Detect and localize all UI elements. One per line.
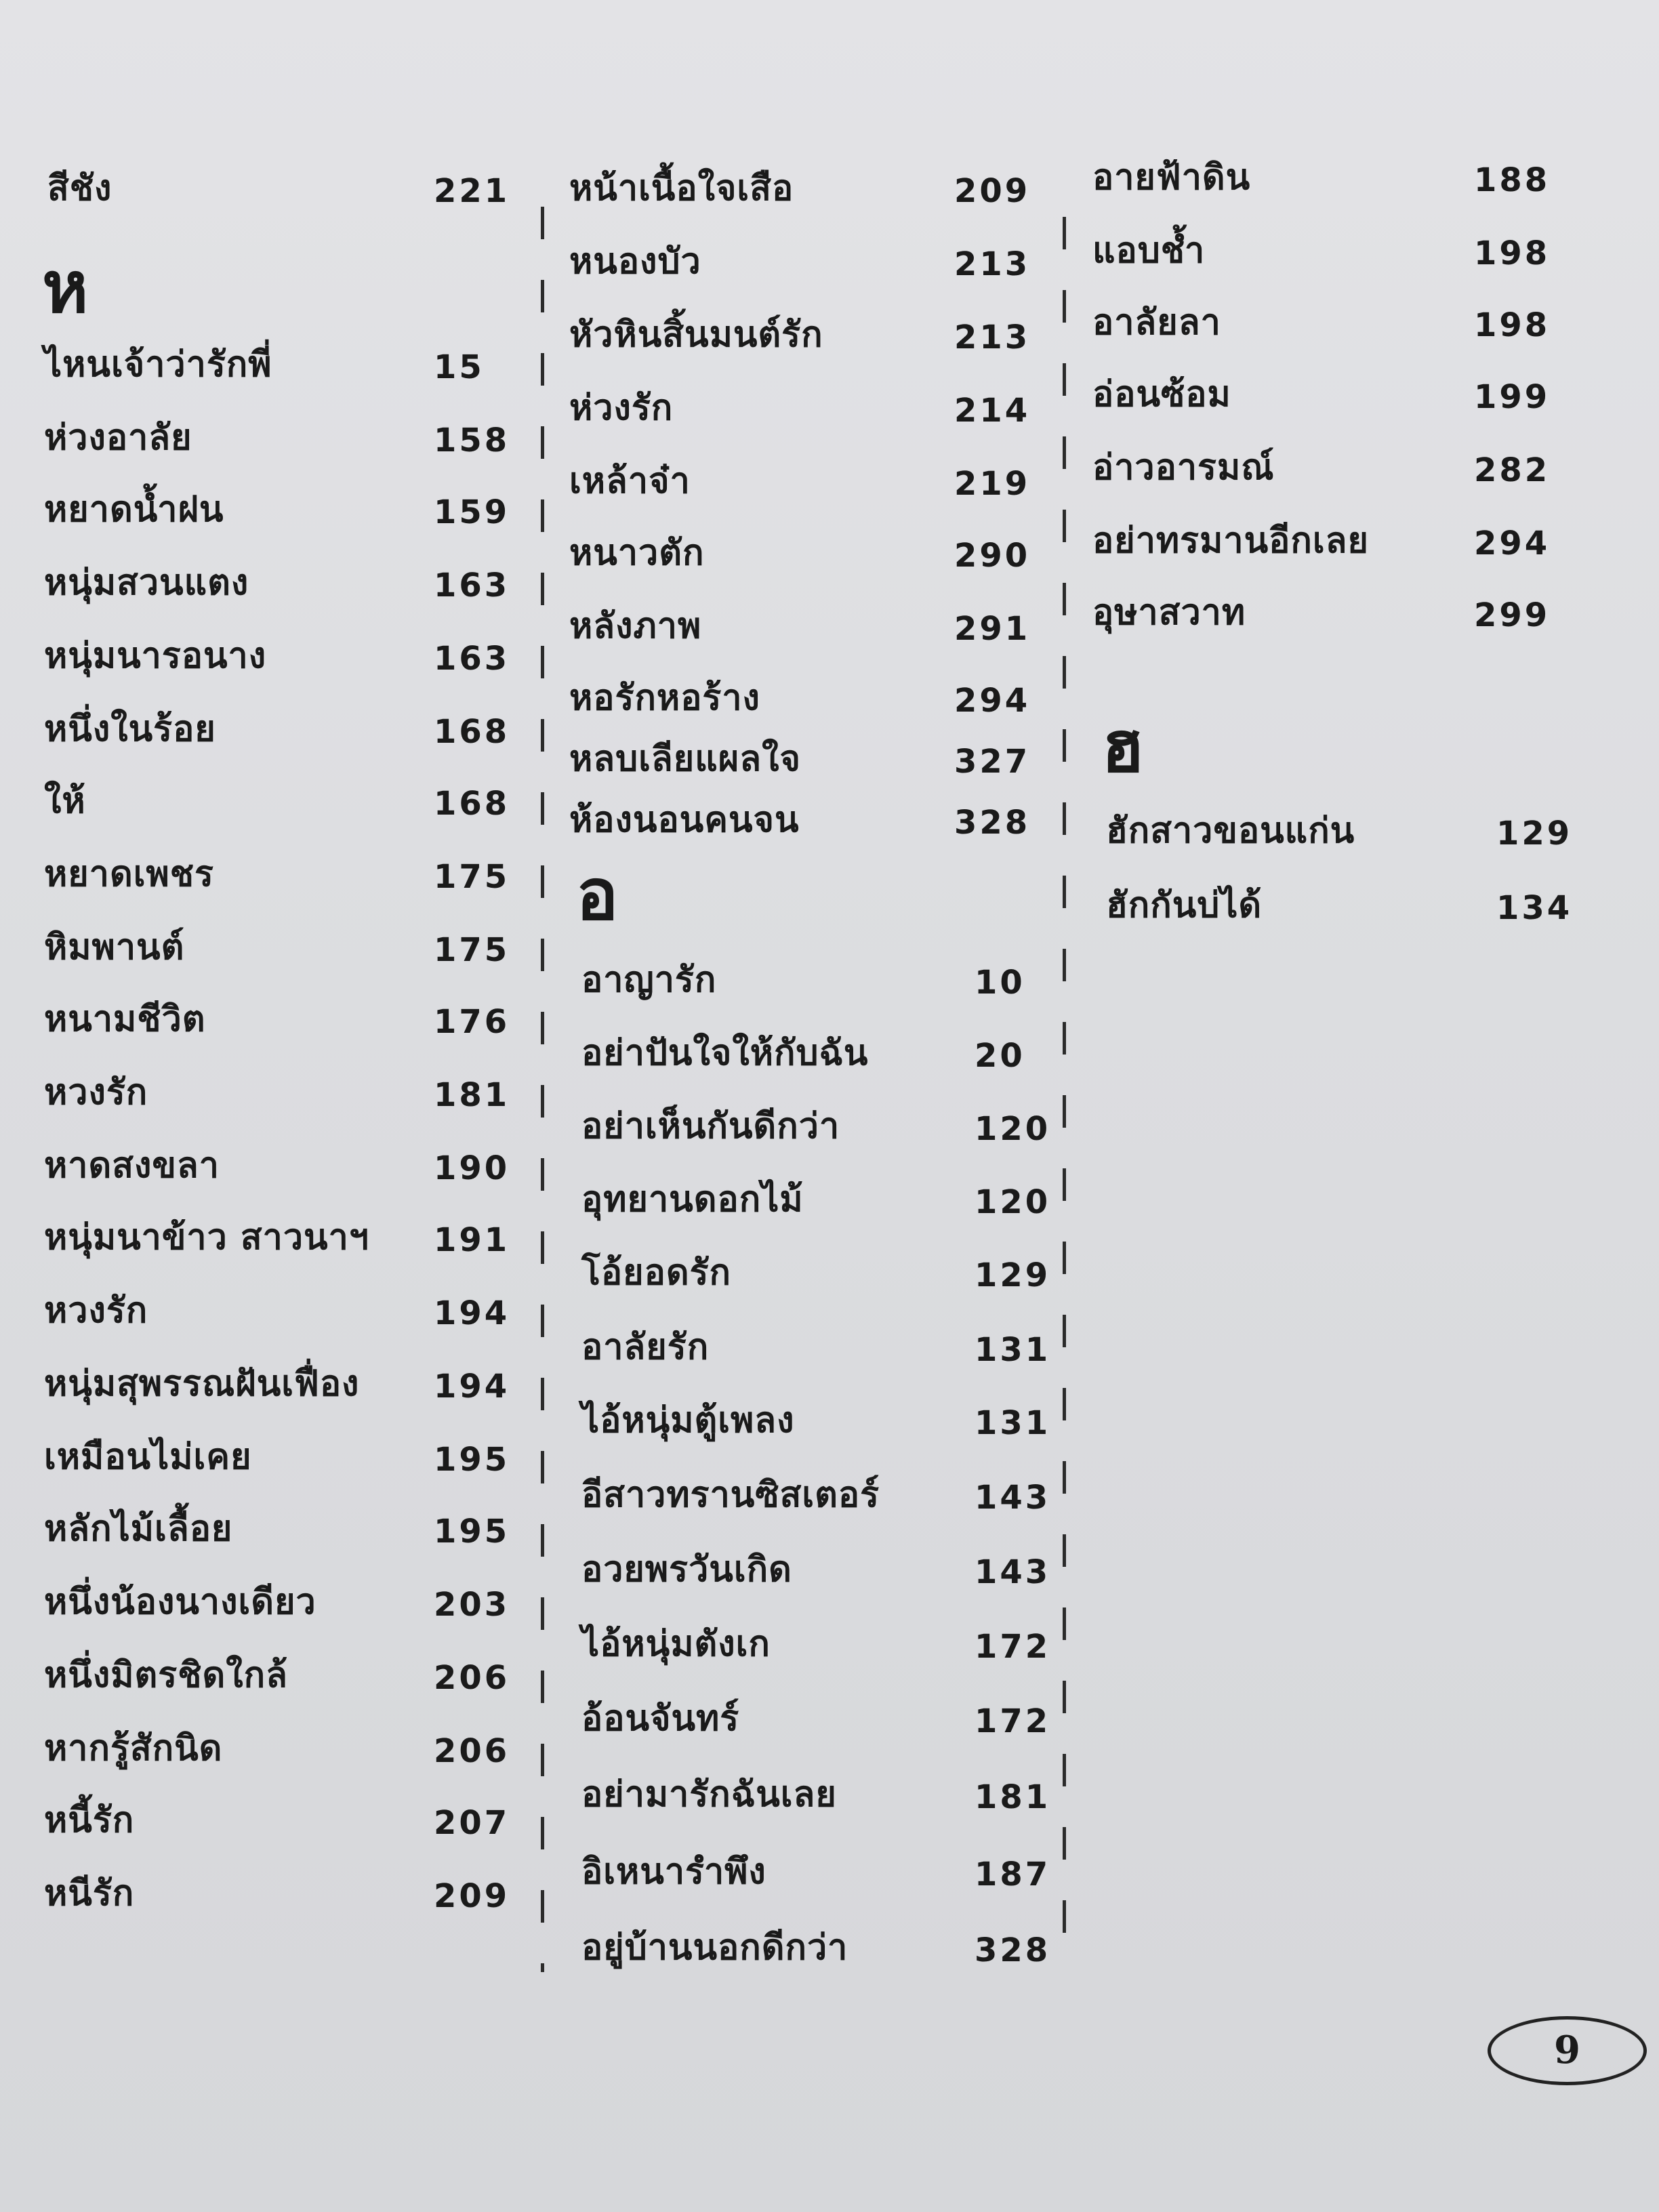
entry-title: หนึ่งมิตรชิดใกล้ — [44, 1655, 288, 1696]
separator-dash — [1063, 1754, 1066, 1786]
entry-title: ห่วงรัก — [569, 388, 674, 428]
index-entry — [44, 1800, 135, 1841]
entry-page-number: 194 — [434, 1294, 510, 1332]
entry-title: เหล้าจ๋า — [569, 461, 691, 501]
entry-title: หนามชีวิต — [44, 999, 206, 1040]
entry-title: ไอ้หนุ่มตู้เพลง — [581, 1400, 795, 1441]
entry-title: หน้าเนื้อใจเสือ — [569, 168, 794, 209]
separator-dash — [541, 1890, 544, 1923]
entry-page-number: 10 — [975, 964, 1025, 1002]
entry-page-number: 175 — [434, 931, 510, 969]
index-entry — [44, 638, 266, 674]
entry-page-number: 213 — [954, 245, 1031, 283]
entry-page-number: 181 — [434, 1076, 510, 1114]
entry-title: โอ้ยอดรัก — [581, 1252, 732, 1293]
entry-title: หลังภาพ — [569, 606, 702, 647]
separator-dash — [541, 1305, 544, 1337]
index-entry — [581, 1626, 771, 1662]
separator-dash — [1063, 876, 1066, 908]
entry-page-number: 131 — [975, 1404, 1051, 1442]
entry-title: หัวหินสิ้นมนต์รัก — [569, 314, 823, 355]
entry-page-number: 175 — [434, 858, 510, 896]
index-entry — [581, 1549, 792, 1590]
index-entry — [44, 1145, 220, 1186]
separator-dash — [1063, 1095, 1066, 1128]
index-entry — [581, 962, 716, 998]
separator-dash — [541, 499, 544, 532]
entry-page-number: 131 — [975, 1331, 1051, 1369]
entry-title: หนึ่งน้องนางเดียว — [44, 1582, 316, 1622]
index-entry — [581, 1106, 840, 1147]
entry-page-number: 134 — [1496, 889, 1573, 927]
entry-page-number: 203 — [434, 1586, 510, 1624]
entry-page-number: 158 — [434, 422, 510, 459]
index-entry — [1106, 885, 1263, 926]
separator-dash — [1063, 363, 1066, 396]
separator-dash — [1063, 1242, 1066, 1274]
index-entry — [1092, 520, 1369, 561]
separator-dash — [541, 1012, 544, 1044]
index-entry — [1092, 157, 1251, 198]
index-entry: สีชัง — [47, 168, 112, 209]
entry-title: อย่าเห็นกันดีกว่า — [581, 1106, 840, 1147]
index-entry — [581, 1252, 732, 1293]
entry-page-number: 299 — [1474, 596, 1551, 634]
entry-title: หนุ่มสุพรรณฝันเฟื่อง — [44, 1364, 360, 1404]
entry-title: เหมือนไม่เคย — [44, 1437, 252, 1477]
separator-dash — [1063, 1388, 1066, 1420]
separator-dash — [1063, 510, 1066, 542]
entry-page-number: 168 — [434, 785, 510, 823]
entry-title: ไหนเจ้าว่ารักพี่ — [44, 344, 272, 385]
entry-title: หนองบัว — [569, 241, 701, 282]
index-entry — [44, 489, 224, 530]
index-entry — [44, 709, 216, 750]
separator-dash — [1063, 1315, 1066, 1347]
entry-title: อายฟ้าดิน — [1092, 157, 1251, 198]
separator-dash — [541, 1378, 544, 1410]
index-entry — [1092, 592, 1246, 633]
separator-dash — [541, 426, 544, 459]
separator-dash — [1063, 217, 1066, 249]
separator-dash — [1063, 1827, 1066, 1860]
entry-page-number: 172 — [975, 1702, 1051, 1740]
entry-page-number: 206 — [434, 1732, 510, 1770]
entry-page-number: 129 — [975, 1256, 1051, 1294]
separator-dash — [541, 719, 544, 752]
separator-dash — [541, 1451, 544, 1483]
index-entry — [569, 314, 823, 355]
entry-page-number: 207 — [434, 1804, 510, 1842]
entry-title: อุทยานดอกไม้ — [581, 1179, 804, 1220]
entry-page-number: 209 — [434, 1877, 510, 1915]
entry-title: ให้ — [44, 781, 86, 821]
index-entry — [44, 344, 272, 385]
entry-page-number: 20 — [975, 1037, 1025, 1075]
index-entry — [44, 1728, 223, 1769]
entry-title: อาญารัก — [581, 960, 717, 1000]
separator-dash — [1063, 949, 1066, 981]
entry-title: หนึ่งในร้อย — [44, 709, 216, 750]
entry-page-number: 163 — [434, 567, 510, 605]
index-entry — [581, 1400, 795, 1441]
index-entry — [569, 606, 702, 647]
index-entry — [44, 1290, 148, 1331]
section-letter: ห — [42, 245, 89, 329]
index-entry — [44, 783, 86, 819]
separator-dash — [541, 280, 544, 312]
index-entry — [581, 1851, 766, 1892]
separator-dash — [541, 353, 544, 386]
entry-title: อุษาสวาท — [1092, 592, 1246, 633]
separator-dash — [541, 1597, 544, 1630]
index-entry — [44, 1584, 316, 1620]
entry-title: หิมพานต์ — [44, 927, 185, 968]
entry-title: หากรู้สักนิด — [44, 1728, 223, 1769]
entry-page-number: 163 — [434, 640, 510, 678]
entry-page-number: 198 — [1474, 234, 1551, 272]
separator-dash — [541, 573, 544, 605]
index-entry — [1092, 374, 1231, 415]
separator-dash — [541, 1671, 544, 1703]
entry-title: อ้อนจันทร์ — [581, 1698, 740, 1739]
separator-dash — [1063, 1461, 1066, 1494]
index-entry — [581, 1327, 710, 1368]
entry-page-number: 172 — [975, 1628, 1051, 1666]
index-entry — [44, 1364, 360, 1404]
separator-dash — [1063, 1681, 1066, 1713]
index-entry — [581, 1774, 837, 1815]
index-entry — [581, 1927, 848, 1968]
separator-dash — [541, 1744, 544, 1776]
separator-dash — [1063, 290, 1066, 323]
index-entry — [44, 1511, 232, 1547]
entry-page-number: 195 — [434, 1513, 510, 1551]
entry-title: ห้องนอนคนจน — [569, 800, 800, 840]
index-entry — [44, 417, 192, 458]
entry-title: อย่าปันใจให้กับฉัน — [581, 1033, 869, 1073]
entry-page-number: 159 — [434, 493, 510, 531]
entry-page-number: 143 — [975, 1479, 1051, 1517]
index-entry — [44, 927, 185, 968]
separator-dash — [541, 207, 544, 239]
index-entry — [581, 1033, 869, 1073]
entry-title: หยาดเพชร — [44, 854, 214, 895]
entry-page-number: 129 — [1496, 815, 1573, 853]
entry-page-number: 181 — [975, 1778, 1051, 1816]
separator-dash — [541, 1524, 544, 1557]
index-entry — [581, 1179, 804, 1220]
entry-title: ไอ้หนุ่มตังเก — [581, 1624, 771, 1664]
separator-dash — [1063, 1900, 1066, 1933]
index-entry — [569, 461, 691, 501]
entry-page-number: 282 — [1474, 451, 1551, 489]
entry-page-number: 190 — [434, 1149, 510, 1187]
separator-dash — [1063, 1534, 1066, 1567]
index-entry — [44, 1439, 252, 1475]
index-entry — [569, 390, 673, 426]
index-entry — [44, 1072, 148, 1113]
index-entry — [44, 1655, 288, 1696]
page-number: 9 — [1554, 2028, 1580, 2072]
entry-page-number: 187 — [975, 1856, 1051, 1893]
entry-page-number: 214 — [954, 392, 1031, 430]
entry-title: ฮักสาวขอนแก่น — [1106, 811, 1355, 851]
entry-page-number: 188 — [1474, 161, 1551, 199]
entry-title: แอบช้ำ — [1092, 230, 1206, 271]
index-entry — [569, 802, 800, 838]
entry-page-number: 294 — [954, 682, 1031, 720]
entry-title: อ่อนซ้อม — [1092, 374, 1231, 415]
entry-page-number: 206 — [434, 1659, 510, 1697]
separator-dash — [1063, 1022, 1066, 1054]
entry-page-number: 195 — [434, 1441, 510, 1479]
entry-title: อวยพรวันเกิด — [581, 1549, 792, 1590]
entry-page-number: 327 — [954, 743, 1031, 781]
entry-title: อิเหนารำพึง — [581, 1851, 766, 1892]
entry-title: หวงรัก — [44, 1072, 148, 1113]
entry-page-number: 168 — [434, 713, 510, 751]
entry-page-number: 291 — [954, 610, 1031, 648]
index-entry — [1092, 230, 1206, 271]
entry-title: หนุ่มนารอนาง — [44, 636, 267, 676]
index-entry — [569, 241, 701, 282]
entry-title: อาลัยรัก — [581, 1327, 710, 1368]
entry-page-number: 120 — [975, 1110, 1051, 1148]
separator-dash — [541, 1817, 544, 1849]
index-entry — [581, 1477, 880, 1513]
entry-title: อย่ามารักฉันเลย — [581, 1774, 837, 1815]
entry-page-number: 213 — [954, 319, 1031, 356]
entry-title: อยู่บ้านนอกดีกว่า — [581, 1927, 848, 1968]
entry-title: หลบเลียแผลใจ — [569, 739, 801, 779]
entry-page-number: 294 — [1474, 525, 1551, 562]
section-letter: ฮ — [1101, 705, 1145, 788]
entry-page-number: 176 — [434, 1003, 510, 1041]
separator-dash — [541, 792, 544, 825]
entry-page-number: 143 — [975, 1553, 1051, 1591]
index-entry — [569, 535, 704, 571]
separator-dash — [1063, 729, 1066, 762]
index-entry — [569, 680, 760, 716]
separator-dash — [1063, 436, 1066, 469]
entry-title: หอรักหอร้าง — [569, 678, 760, 718]
entry-page-number: 199 — [1474, 378, 1551, 416]
entry-title: ห่วงอาลัย — [44, 417, 192, 458]
index-entry — [569, 168, 794, 209]
entry-title: อีสาวทรานซิสเตอร์ — [581, 1475, 880, 1515]
separator-dash — [541, 865, 544, 898]
index-entry — [44, 1217, 369, 1258]
index-entry — [44, 999, 206, 1040]
index-entry — [44, 854, 214, 895]
entry-title: ฮักกันบ่ได้ — [1106, 885, 1263, 926]
separator-dash — [541, 646, 544, 678]
entry-title: หนีรัก — [44, 1873, 135, 1914]
entry-title: อ่าวอารมณ์ — [1092, 447, 1275, 488]
entry-title: อาลัยลา — [1092, 302, 1221, 343]
entry-title: หนุ่มนาข้าว สาวนาฯ — [44, 1217, 369, 1258]
entry-page-number: 15 — [434, 348, 485, 386]
entry-title: หนาวตัก — [569, 533, 705, 573]
entry-title: อย่าทรมานอีกเลย — [1092, 520, 1369, 561]
index-entry — [581, 1698, 740, 1739]
separator-dash — [541, 1158, 544, 1191]
section-letter: อ — [576, 853, 619, 936]
index-entry — [1092, 447, 1275, 488]
separator-dash — [1063, 656, 1066, 689]
index-entry — [569, 741, 801, 777]
entry-title: หาดสงขลา — [44, 1145, 220, 1186]
separator-dash — [1063, 1168, 1066, 1201]
entry-page-number: 191 — [434, 1221, 510, 1259]
entry-title: หยาดน้ำฝน — [44, 489, 224, 530]
index-entry — [1092, 302, 1221, 343]
entry-page-number: 328 — [954, 804, 1031, 842]
separator-dash — [1063, 583, 1066, 615]
entry-title: หลักไม้เลื้อย — [44, 1509, 233, 1549]
entry-page-number: 120 — [975, 1183, 1051, 1221]
entry-title: หนี้รัก — [44, 1800, 135, 1841]
separator-dash — [1063, 1607, 1066, 1640]
separator-dash — [541, 1231, 544, 1264]
entry-page-number: 198 — [1474, 306, 1551, 344]
entry-page-number: 221 — [434, 172, 510, 210]
entry-page-number: 290 — [954, 537, 1031, 575]
entry-title: หวงรัก — [44, 1290, 148, 1331]
entry-page-number: 219 — [954, 465, 1031, 503]
separator-dash — [1063, 802, 1066, 835]
index-entry — [1106, 811, 1355, 851]
entry-title: หนุ่มสวนแตง — [44, 562, 249, 603]
entry-page-number: 209 — [954, 172, 1031, 210]
entry-page-number: 328 — [975, 1931, 1051, 1969]
separator-dash — [541, 1963, 544, 1972]
page-number-badge — [1488, 2016, 1647, 2085]
separator-dash — [541, 1085, 544, 1118]
index-entry — [44, 1873, 135, 1914]
index-entry — [44, 562, 249, 603]
separator-dash — [541, 939, 544, 971]
entry-page-number: 194 — [434, 1368, 510, 1406]
